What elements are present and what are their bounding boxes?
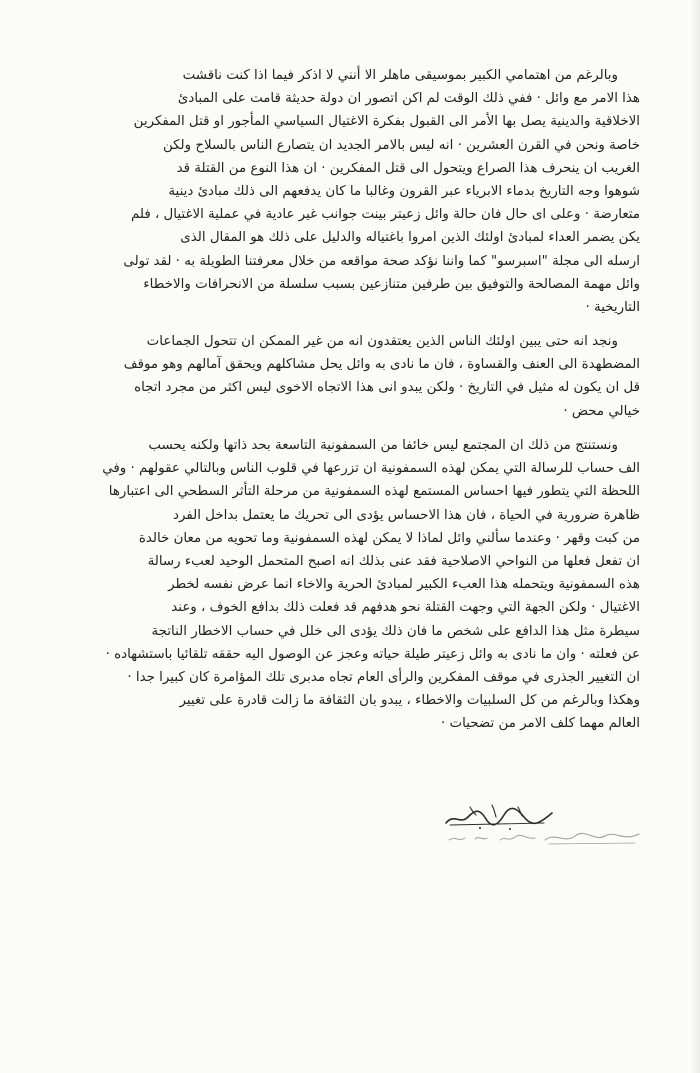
text-line: عن فعلته · وان ما نادى به وائل زعيتر طيلة حياته وعجز عن الوصول اليه حققه تلقائيا باستشهاده · — [105, 646, 640, 662]
text-line: ونستنتج من ذلك ان المجتمع ليس خائفا من السمفونية التاسعة بحد ذاتها ولكنه يحسب — [148, 438, 618, 453]
text-line: متعارضة · وعلى اى حال فان حالة وائل زعيتر بينت جوانب غير عادية في عملية الاغتيال ، فلم — [130, 207, 640, 223]
paragraph-3 — [68, 434, 640, 735]
page-edge-shadow — [690, 0, 700, 1073]
text-line: ان تفعل فعلها من النواحي الاصلاحية فقد عنى بذلك انه اصبح المتحمل الوحيد لعبء رسالة — [147, 553, 640, 569]
text-line: وهكذا وبالرغم من كل السلبيات والاخطاء ، يبدو بان الثقافة ما زالت قادرة على تغيير — [179, 693, 640, 709]
faint-handwritten-note — [445, 822, 645, 852]
paragraph-2 — [68, 330, 640, 423]
text-line: قل ان يكون له مثيل في التاريخ · ولكن يبدو انى هذا الاتجاه الاخوى ليس اكثر من مجرد اتجاه — [134, 380, 640, 396]
text-line: وبالرغم من اهتمامي الكبير بموسيقى ماهلر الا أنني لا اذكر فيما اذا كنت ناقشت — [182, 68, 618, 83]
text-line: شوهوا وجه التاريخ بدماء الابرياء عبر القرون وغالبا ما كان يدفعهم الى ذلك مبادئ دينية — [168, 183, 640, 199]
text-line: يكن يضمر العداء لمبادئ اولئك الذين امروا باغتياله والدليل على ذلك هو المقال الذى — [180, 230, 640, 246]
text-line: الف حساب للرسالة التي يمكن لهذه السمفونية ان تزرعها في قلوب الناس وبالتالي عقولهم · وفي — [102, 461, 640, 477]
text-line: ان التغيير الجذرى في موقف المفكرين والرأى العام تجاه مدبرى تلك المؤامرة كان كبيرا جدا · — [127, 669, 640, 685]
text-line: ونجد انه حتى يبين اولئك الناس الذين يعتقدون انه من غير الممكن ان تتحول الجماعات — [146, 334, 618, 349]
text-line: اللحظة التي يتطور فيها احساس المستمع لهذه السمفونية من مرحلة التأثر السطحي الى اعتبارها — [108, 484, 640, 500]
text-line: سيطرة مثل هذا الدافع على شخص ما فان ذلك يؤدى الى خلل في حساب الاخطار الناتجة — [151, 623, 640, 639]
text-line: خيالي محض · — [563, 403, 640, 419]
text-line: العالم مهما كلف الامر من تضحيات · — [441, 716, 640, 732]
text-line: هذا الامر مع وائل · ففي ذلك الوقت لم اكن اتصور ان دولة حديثة قامت على المبادئ — [177, 91, 640, 107]
paragraph-1 — [68, 64, 640, 319]
text-line: خاصة ونحن في القرن العشرين · انه ليس بالامر الجديد ان يتصارع الناس بالسلاح ولكن — [162, 137, 640, 153]
text-line: التاريخية · — [585, 299, 640, 315]
text-line: ارسله الى مجلة "اسبرسو" كما واننا نؤكد صحة مواقعه من خلال معرفتنا الطويلة به · لقد تولى — [123, 253, 640, 269]
text-line: الاخلاقية والدينية يصل بها الأمر الى القبول بفكرة الاغتيال السياسي المأجور او قتل المفكرين — [133, 114, 640, 130]
text-line: وائل مهمة المصالحة والتوفيق بين طرفين متنازعين بسبب سلسلة من الانحرافات والاخطاء — [143, 276, 640, 292]
text-line: هذه السمفونية ويتحمله هذا العبء الكبير لمبادئ الحرية والاخاء انما عرض نفسه لخطر — [168, 577, 640, 593]
text-line: ظاهرة ضرورية في الحياة ، فان هذا الاحساس يؤدى الى تحريك ما يعتمل بداخل الفرد — [173, 507, 640, 523]
text-line: الاغتيال · ولكن الجهة التي وجهت القتلة نحو هدفهم قد فعلت ذلك بدافع الخوف ، وعند — [171, 600, 640, 616]
text-line: من كبت وقهر · وعندما سألني وائل لماذا لا يمكن لهذه السمفونية وما تحويه من معان خالدة — [138, 530, 640, 546]
text-line: الغريب ان ينحرف هذا الصراع ويتحول الى قتل المفكرين · ان هذا النوع من القتلة قد — [176, 160, 640, 176]
text-line: المضطهدة الى العنف والقساوة ، فان ما نادى به وائل يحل مشاكلهم ويحقق آمالهم وهو موقف — [123, 357, 640, 373]
